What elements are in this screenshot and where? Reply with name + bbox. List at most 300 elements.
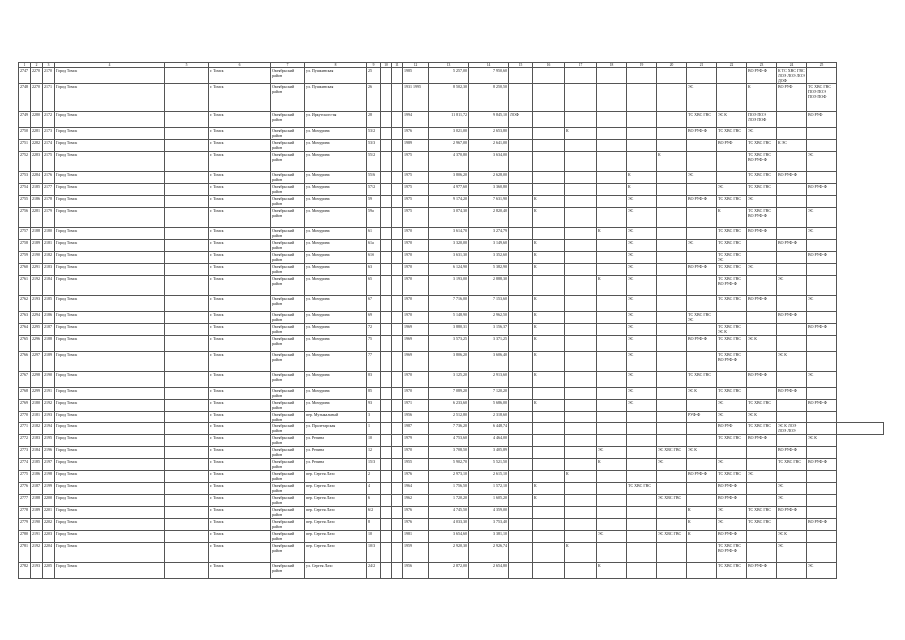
table-cell	[381, 435, 392, 447]
table-cell: ЭС К	[777, 531, 807, 543]
table-cell: Город Томск	[55, 324, 165, 336]
table-cell: 2764	[19, 324, 31, 336]
table-cell: г. Томск	[209, 68, 271, 84]
table-cell: г. Томск	[209, 483, 271, 495]
table-cell	[165, 112, 209, 128]
table-cell: Город Томск	[55, 276, 165, 296]
table-cell: 2774	[19, 459, 31, 471]
table-cell	[392, 196, 403, 208]
table-cell	[392, 172, 403, 184]
table-cell	[165, 372, 209, 388]
table-cell: 2 967,00	[429, 140, 469, 152]
table-cell: г. Томск	[209, 196, 271, 208]
table-cell: 2193	[31, 563, 43, 579]
table-cell	[381, 372, 392, 388]
table-cell	[747, 483, 777, 495]
table-cell: ТС ХВС ГВС	[717, 196, 747, 208]
table-cell: 2189	[31, 240, 43, 252]
table-cell	[597, 112, 627, 128]
table-cell: г. Томск	[209, 519, 271, 531]
table-cell: ВО РУФ-Ф	[687, 471, 717, 483]
table-cell	[509, 352, 533, 372]
table-cell	[597, 264, 627, 276]
table-cell: Город Томск	[55, 507, 165, 519]
table-cell: 1979	[403, 435, 429, 447]
table-cell: К	[687, 531, 717, 543]
table-cell: 1959	[403, 543, 429, 563]
table-cell: 6 124,90	[429, 264, 469, 276]
table-cell: ВО РУФ-Ф	[777, 388, 807, 400]
table-cell	[565, 208, 597, 228]
table-row	[19, 352, 884, 372]
table-cell: 2777	[19, 495, 31, 507]
table-cell: ЭС	[627, 276, 657, 296]
table-cell	[687, 152, 717, 172]
table-cell: ЭС	[627, 252, 657, 264]
table-cell	[381, 519, 392, 531]
table-cell: ул. Мичурина	[305, 264, 367, 276]
table-cell: ЭС К	[747, 412, 777, 423]
table-cell: Город Томск	[55, 435, 165, 447]
table-cell: 6 233,60	[429, 400, 469, 412]
table-cell: г. Томск	[209, 152, 271, 172]
table-cell	[381, 152, 392, 172]
table-cell: Октябрьский район	[271, 471, 305, 483]
table-cell: 5 382,90	[469, 264, 509, 276]
table-cell	[807, 412, 837, 423]
table-cell: 3 156,37	[469, 324, 509, 336]
table-cell	[509, 483, 533, 495]
table-cell	[747, 352, 777, 372]
table-cell: Октябрьский район	[271, 372, 305, 388]
table-cell: 53/2	[367, 128, 381, 140]
table-cell	[777, 372, 807, 388]
table-cell: Город Томск	[55, 519, 165, 531]
column-number-cell: 20	[657, 63, 687, 68]
table-cell: Октябрьский район	[271, 252, 305, 264]
table-cell: г. Томск	[209, 128, 271, 140]
table-cell: 1970	[403, 312, 429, 324]
table-cell	[657, 252, 687, 264]
table-cell	[392, 296, 403, 312]
table-cell	[747, 447, 777, 459]
table-cell: 3 614,70	[429, 228, 469, 240]
table-cell	[657, 208, 687, 228]
table-cell: К	[533, 196, 565, 208]
column-number-cell: 19	[627, 63, 657, 68]
table-cell: 2294	[31, 312, 43, 324]
table-cell: Октябрьский район	[271, 543, 305, 563]
table-cell: г. Томск	[209, 228, 271, 240]
table-cell: ул. Мичурина	[305, 240, 367, 252]
table-cell: Город Томск	[55, 412, 165, 423]
table-cell	[509, 372, 533, 388]
table-cell: 2185	[31, 184, 43, 196]
table-cell: пер. Сергея Лазо	[305, 531, 367, 543]
table-cell: ЭС	[627, 400, 657, 412]
table-cell: ЭС	[747, 196, 777, 208]
table-cell: 3 880,31	[429, 324, 469, 336]
table-cell: 2779	[19, 519, 31, 531]
table-cell: Октябрьский район	[271, 68, 305, 84]
table-cell	[657, 372, 687, 388]
table-cell	[533, 447, 565, 459]
table-cell	[165, 563, 209, 579]
table-cell: 93	[367, 400, 381, 412]
table-cell: г. Томск	[209, 352, 271, 372]
table-cell	[777, 112, 807, 128]
table-cell	[509, 172, 533, 184]
table-cell: 1981	[403, 531, 429, 543]
table-cell	[381, 459, 392, 471]
table-cell: Октябрьский район	[271, 196, 305, 208]
table-cell	[807, 68, 837, 84]
table-cell	[565, 336, 597, 352]
table-cell	[687, 324, 717, 336]
column-number-cell: 12	[403, 63, 429, 68]
table-cell	[392, 507, 403, 519]
table-cell	[392, 84, 403, 112]
table-row	[19, 563, 884, 579]
table-cell: ТС ХВС ГВС	[747, 423, 777, 435]
table-cell	[165, 471, 209, 483]
table-cell	[533, 276, 565, 296]
table-cell: 1970	[403, 296, 429, 312]
table-cell: 2769	[19, 400, 31, 412]
table-cell	[657, 264, 687, 276]
table-cell	[392, 459, 403, 471]
table-row	[19, 483, 884, 495]
table-row	[19, 240, 884, 252]
table-cell: 2200	[43, 495, 55, 507]
table-cell	[597, 336, 627, 352]
table-cell	[597, 352, 627, 372]
table-cell	[597, 388, 627, 400]
table-cell: 3 708,50	[429, 447, 469, 459]
table-cell: Город Томск	[55, 68, 165, 84]
table-cell: 2778	[19, 507, 31, 519]
table-cell: ВО РУФ-Ф	[807, 252, 837, 264]
table-cell	[509, 459, 533, 471]
table-cell: 2188	[31, 228, 43, 240]
table-cell: ЭС	[807, 563, 837, 579]
table-cell	[165, 140, 209, 152]
table-cell: Город Томск	[55, 172, 165, 184]
table-cell: 3 631,30	[429, 252, 469, 264]
table-cell: 1931 1995	[403, 84, 429, 112]
table-cell: ТС ХВС ГВС	[717, 563, 747, 579]
table-cell: ул. Иркутского-ая	[305, 112, 367, 128]
table-cell: 7 631,90	[469, 196, 509, 208]
table-cell: Город Томск	[55, 196, 165, 208]
table-cell: 1975	[403, 172, 429, 184]
table-cell	[165, 435, 209, 447]
table-cell: г. Томск	[209, 252, 271, 264]
table-cell: ЭС	[627, 264, 657, 276]
table-cell	[597, 208, 627, 228]
table-cell	[165, 152, 209, 172]
table-cell: 2765	[19, 336, 31, 352]
table-cell	[597, 312, 627, 324]
table-cell	[807, 240, 837, 252]
table-cell: 2 615,10	[469, 471, 509, 483]
table-cell	[381, 208, 392, 228]
table-cell: ЭС	[747, 264, 777, 276]
table-cell: 1964	[403, 483, 429, 495]
table-cell: 4 359,00	[469, 507, 509, 519]
table-cell: 2185	[31, 459, 43, 471]
table-cell: 2179	[43, 208, 55, 228]
table-cell	[533, 84, 565, 112]
table-cell: ТС ХВС ГВС	[747, 140, 777, 152]
table-cell	[687, 276, 717, 296]
table-cell: 2192	[43, 400, 55, 412]
table-cell	[381, 172, 392, 184]
table-cell	[509, 208, 533, 228]
table-cell	[627, 140, 657, 152]
table-cell: г. Томск	[209, 240, 271, 252]
table-cell	[777, 252, 807, 264]
table-cell: 1970	[403, 264, 429, 276]
table-cell: ул. Мичурина	[305, 208, 367, 228]
table-cell	[509, 264, 533, 276]
table-cell: пер. Музыкальный	[305, 412, 367, 423]
table-cell: Город Томск	[55, 336, 165, 352]
table-cell	[807, 264, 837, 276]
table-cell	[777, 519, 807, 531]
table-cell: г. Томск	[209, 459, 271, 471]
table-cell: ТС ХВС ГВС	[627, 483, 657, 495]
table-cell	[392, 128, 403, 140]
table-cell: ЭС К	[687, 447, 717, 459]
table-cell	[565, 296, 597, 312]
table-cell: 2 628,00	[469, 172, 509, 184]
table-cell	[165, 276, 209, 296]
table-cell	[657, 324, 687, 336]
table-cell: ЭС	[657, 459, 687, 471]
table-cell	[165, 68, 209, 84]
table-cell	[747, 543, 777, 563]
table-cell	[565, 84, 597, 112]
table-cell	[597, 495, 627, 507]
table-cell: Октябрьский район	[271, 531, 305, 543]
table-cell: ЭС К	[777, 352, 807, 372]
table-cell: 3 360,80	[469, 184, 509, 196]
table-cell	[777, 152, 807, 172]
table-cell: ЭС	[687, 172, 717, 184]
table-cell: 2762	[19, 296, 31, 312]
table-cell: 2772	[19, 435, 31, 447]
table-cell	[392, 423, 403, 435]
column-number-cell: 9	[367, 63, 381, 68]
table-cell: 2780	[19, 531, 31, 543]
table-cell: ВО РУФ	[717, 423, 747, 435]
table-cell: Город Томск	[55, 296, 165, 312]
table-cell: К	[533, 352, 565, 372]
table-cell	[381, 423, 392, 435]
table-cell: ул. Мичурина	[305, 276, 367, 296]
table-cell: Город Томск	[55, 400, 165, 412]
column-number-cell: 11	[392, 63, 403, 68]
table-cell	[381, 312, 392, 324]
table-cell	[165, 208, 209, 228]
table-cell: ВО РУФ-Ф	[747, 372, 777, 388]
table-cell: ВО РУФ-Ф	[747, 296, 777, 312]
table-cell: 5 521,50	[469, 459, 509, 471]
table-row	[19, 152, 884, 172]
table-cell: 10	[367, 531, 381, 543]
table-cell: 63	[367, 264, 381, 276]
column-number-cell: 22	[717, 63, 747, 68]
table-cell: 1970	[403, 252, 429, 264]
table-cell: 2757	[19, 228, 31, 240]
table-cell: 3 654,60	[429, 531, 469, 543]
table-cell: К	[533, 264, 565, 276]
table-cell	[392, 483, 403, 495]
table-cell: ЭС К	[687, 388, 717, 400]
table-cell: ТС ХВС ГВС	[747, 184, 777, 196]
table-cell	[687, 252, 717, 264]
table-cell: 2187	[31, 483, 43, 495]
table-cell: Город Томск	[55, 228, 165, 240]
table-cell: 11 811,72	[429, 112, 469, 128]
table-cell: Октябрьский район	[271, 423, 305, 435]
table-cell: 6/2	[367, 507, 381, 519]
table-cell: 8 250,50	[469, 84, 509, 112]
table-cell: К	[533, 324, 565, 336]
table-cell	[565, 435, 597, 447]
table-cell	[807, 352, 837, 372]
table-cell: 1970	[403, 447, 429, 459]
table-cell	[627, 152, 657, 172]
table-cell	[509, 196, 533, 208]
table-cell	[509, 324, 533, 336]
table-row	[19, 140, 884, 152]
table-cell: 2170	[43, 68, 55, 84]
table-cell: 1969	[403, 336, 429, 352]
table-cell: 2173	[43, 128, 55, 140]
table-cell: Октябрьский район	[271, 84, 305, 112]
table-cell: 2180	[43, 228, 55, 240]
table-row	[19, 336, 884, 352]
table-cell	[533, 172, 565, 184]
table-cell: 8 502,30	[429, 84, 469, 112]
table-cell: 2270	[31, 84, 43, 112]
table-cell: Город Томск	[55, 112, 165, 128]
table-cell: Город Томск	[55, 252, 165, 264]
table-cell	[597, 435, 627, 447]
table-cell: Октябрьский район	[271, 412, 305, 423]
table-cell: ЭС	[777, 543, 807, 563]
table-cell: ВО РУФ-Ф	[807, 400, 837, 412]
table-cell	[392, 312, 403, 324]
table-cell	[509, 400, 533, 412]
table-cell	[565, 264, 597, 276]
table-cell	[509, 128, 533, 140]
table-cell	[509, 563, 533, 579]
table-cell: ЭС	[717, 412, 747, 423]
table-cell: 2 654,80	[469, 563, 509, 579]
table-cell	[717, 447, 747, 459]
table-row	[19, 312, 884, 324]
table-cell: ЭС ХВС ГВС	[657, 531, 687, 543]
table-cell: ВО РУФ-Ф	[777, 172, 807, 184]
table-cell	[627, 435, 657, 447]
table-cell: 2	[367, 471, 381, 483]
table-cell: 2 820,40	[469, 208, 509, 228]
table-cell: 3 074,30	[429, 208, 469, 228]
table-cell	[687, 483, 717, 495]
table-cell: ТС ХВС ГВС	[717, 296, 747, 312]
table-cell: ЭС	[717, 184, 747, 196]
table-cell	[747, 531, 777, 543]
table-cell	[747, 312, 777, 324]
table-cell: 1975	[403, 196, 429, 208]
table-cell: ул. Мичурина	[305, 324, 367, 336]
table-cell: ТС ХВС ГВС ЭС	[717, 252, 747, 264]
table-cell: пер. Сергея Лазо	[305, 483, 367, 495]
table-cell: ул. Пушкинская	[305, 84, 367, 112]
column-number-cell: 3	[43, 63, 55, 68]
table-cell: ТС ХВС ГВС ВО РУФ-Ф	[717, 352, 747, 372]
table-cell: Город Томск	[55, 208, 165, 228]
table-cell: 2280	[31, 112, 43, 128]
table-cell	[392, 252, 403, 264]
table-cell: Октябрьский район	[271, 208, 305, 228]
table-cell: 2174	[43, 140, 55, 152]
table-cell: 2753	[19, 172, 31, 184]
table-cell	[717, 372, 747, 388]
table-cell: Октябрьский район	[271, 324, 305, 336]
table-cell	[509, 531, 533, 543]
table-cell: 2284	[31, 172, 43, 184]
table-cell: 1 756,50	[429, 483, 469, 495]
table-cell: 2 920,30	[429, 543, 469, 563]
table-cell: Город Томск	[55, 543, 165, 563]
table-cell	[777, 264, 807, 276]
table-cell	[687, 296, 717, 312]
table-cell: ул. Мичурина	[305, 336, 367, 352]
table-cell: 2198	[43, 471, 55, 483]
table-cell	[381, 128, 392, 140]
table-cell	[165, 296, 209, 312]
table-cell	[627, 543, 657, 563]
table-cell	[165, 423, 209, 435]
table-cell	[597, 423, 627, 435]
column-number-cell: 10	[381, 63, 392, 68]
table-cell: К	[627, 184, 657, 196]
table-cell	[807, 312, 837, 324]
table-cell: 2 888,30	[469, 276, 509, 296]
table-cell: ЭС	[597, 531, 627, 543]
table-cell: 85	[367, 388, 381, 400]
table-cell	[509, 276, 533, 296]
table-cell	[657, 507, 687, 519]
table-cell	[565, 312, 597, 324]
table-cell: ЭС	[807, 152, 837, 172]
table-cell	[392, 68, 403, 84]
table-cell: ВО РУФ-Ф	[777, 507, 807, 519]
table-cell	[509, 507, 533, 519]
table-cell: 2291	[31, 264, 43, 276]
table-cell	[565, 423, 597, 435]
table-cell	[392, 276, 403, 296]
table-cell: 3 125,20	[429, 372, 469, 388]
table-cell	[657, 435, 687, 447]
column-number-cell: 13	[429, 63, 469, 68]
table-cell: 2754	[19, 184, 31, 196]
table-cell	[777, 128, 807, 140]
